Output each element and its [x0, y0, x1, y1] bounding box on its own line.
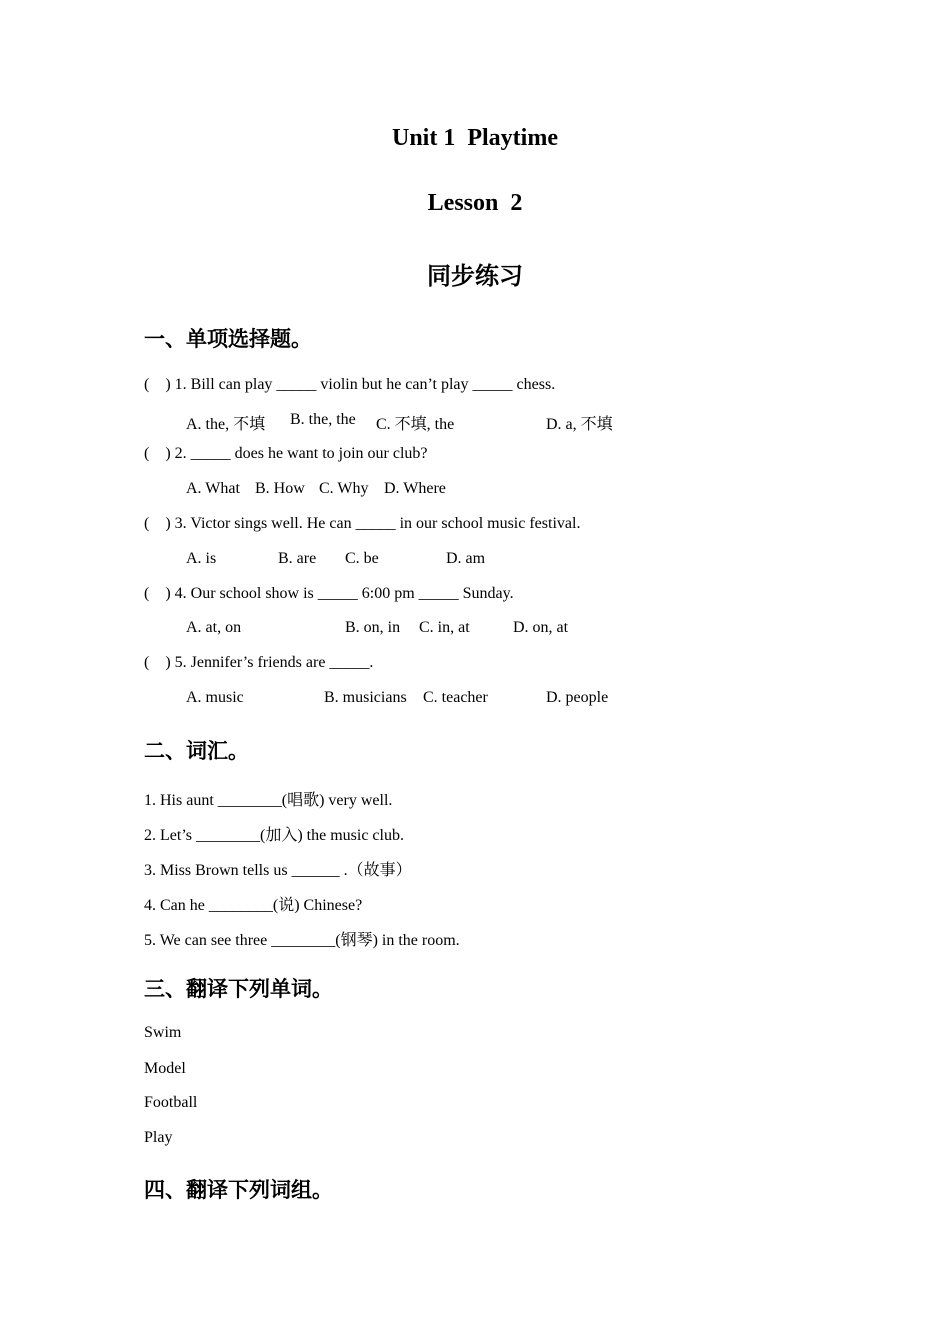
question-3-stem: ( ) 3. Victor sings well. He can _____ in our school music festival. — [144, 515, 581, 532]
vocab-item-4: 4. Can he ________(说) Chinese? — [144, 897, 363, 914]
question-1-option-c: C. 不填, the — [376, 416, 455, 433]
question-4-option-b: B. on, in — [345, 619, 401, 636]
translate-word-3: Football — [144, 1094, 198, 1111]
question-2-option-b: B. How — [255, 480, 305, 497]
question-2-option-d: D. Where — [384, 480, 446, 497]
question-5-option-a: A. music — [186, 689, 244, 706]
question-4-option-c: C. in, at — [419, 619, 470, 636]
question-4-option-a: A. at, on — [186, 619, 242, 636]
section-heading-translate-words: 三、翻译下列单词。 — [144, 977, 333, 1001]
translate-word-2: Model — [144, 1060, 186, 1077]
vocab-item-2: 2. Let’s ________(加入) the music club. — [144, 827, 404, 844]
section-heading-translate-phrases: 四、翻译下列词组。 — [144, 1178, 333, 1202]
question-2-option-c: C. Why — [319, 480, 369, 497]
question-4-option-d: D. on, at — [513, 619, 569, 636]
translate-word-1: Swim — [144, 1024, 182, 1041]
question-3-option-d: D. am — [446, 550, 486, 567]
section-heading-multiple-choice: 一、单项选择题。 — [144, 327, 312, 351]
question-3-option-a: A. is — [186, 550, 217, 567]
question-1-option-d: D. a, 不填 — [546, 416, 613, 433]
page-subtitle: 同步练习 — [427, 264, 523, 290]
question-4-stem: ( ) 4. Our school show is _____ 6:00 pm _____ Sunday. — [144, 585, 514, 602]
section-heading-vocabulary: 二、词汇。 — [144, 739, 249, 763]
vocab-item-1: 1. His aunt ________(唱歌) very well. — [144, 792, 393, 809]
question-5-option-c: C. teacher — [423, 689, 488, 706]
question-5-option-b: B. musicians — [324, 689, 407, 706]
question-1-stem: ( ) 1. Bill can play _____ violin but he can’t play _____ chess. — [144, 376, 556, 393]
vocab-item-3: 3. Miss Brown tells us ______ .（故事） — [144, 862, 412, 879]
lesson-title: Lesson 2 — [427, 190, 523, 216]
question-5-option-d: D. people — [546, 689, 609, 706]
question-3-option-b: B. are — [278, 550, 317, 567]
vocab-item-5: 5. We can see three ________(钢琴) in the room. — [144, 932, 460, 949]
translate-word-4: Play — [144, 1129, 173, 1146]
unit-title: Unit 1 Playtime — [392, 125, 558, 151]
question-5-stem: ( ) 5. Jennifer’s friends are _____. — [144, 654, 374, 671]
question-1-option-b: B. the, the — [290, 411, 356, 428]
question-2-option-a: A. What — [186, 480, 240, 497]
question-1-option-a: A. the, 不填 — [186, 416, 266, 433]
question-2-stem: ( ) 2. _____ does he want to join our club? — [144, 445, 428, 462]
question-3-option-c: C. be — [345, 550, 379, 567]
